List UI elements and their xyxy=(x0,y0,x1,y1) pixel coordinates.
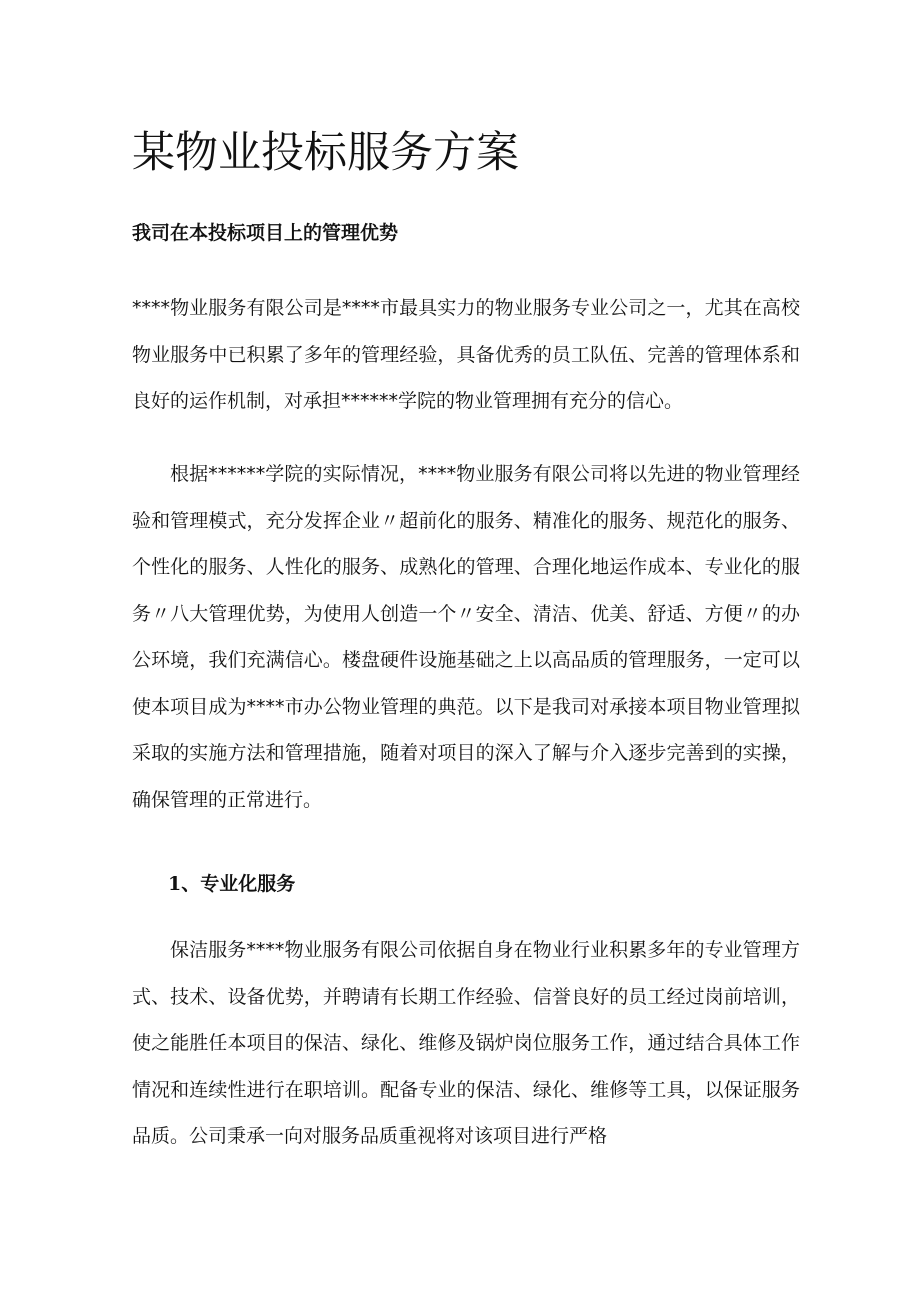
subsection-heading xyxy=(168,869,295,899)
paragraph-company-intro: ****物业服务有限公司是****市最具实力的物业服务专业公司之一，尤其在高校物业服务中已积累了多年的管理经验，具备优秀的员工队伍、完善的管理体系和良好的运作机制，对承担******学院的物业管理拥有充分的信心。 xyxy=(132,297,800,412)
paragraph-management-advantages: 根据******学院的实际情况，****物业服务有限公司将以先进的物业管理经验和管理模式，充分发挥企业〃超前化的服务、精准化的服务、规范化的服务、个性化的服务、人性化的服务、成熟化的管理、合理化地运作成本、专业化的服务〃八大管理优势，为使用人创造一个〃安全、清洁、优美、舒适、方便〃的办公环境，我们充满信心。楼盘硬件设施基础之上以高品质的管理服务，一定可以使本项目成为****市办公物业管理的典范。以下是我司对承接本项目物业管理拟采取的实施方法和管理措施，随着对项目的深入了解与介入逐步完善到的实操，确保管理的正常进行。 xyxy=(132,463,800,811)
subsection-number: 1 xyxy=(168,873,182,895)
subsection-title: 、专业化服务 xyxy=(181,873,296,895)
document-title: 某物业投标服务方案 xyxy=(132,128,519,178)
section-heading: 我司在本投标项目上的管理优势 xyxy=(132,222,399,244)
paragraph-cleaning-service: 保洁服务****物业服务有限公司依据自身在物业行业积累多年的专业管理方式、技术、设备优势，并聘请有长期工作经验、信誉良好的员工经过岗前培训，使之能胜任本项目的保洁、绿化、维修及锅炉岗位服务工作，通过结合具体工作情况和连续性进行在职培训。配备专业的保洁、绿化、维修等工具，以保证服务品质。公司秉承一向对服务品质重视将对该项目进行严格 xyxy=(132,939,800,1147)
